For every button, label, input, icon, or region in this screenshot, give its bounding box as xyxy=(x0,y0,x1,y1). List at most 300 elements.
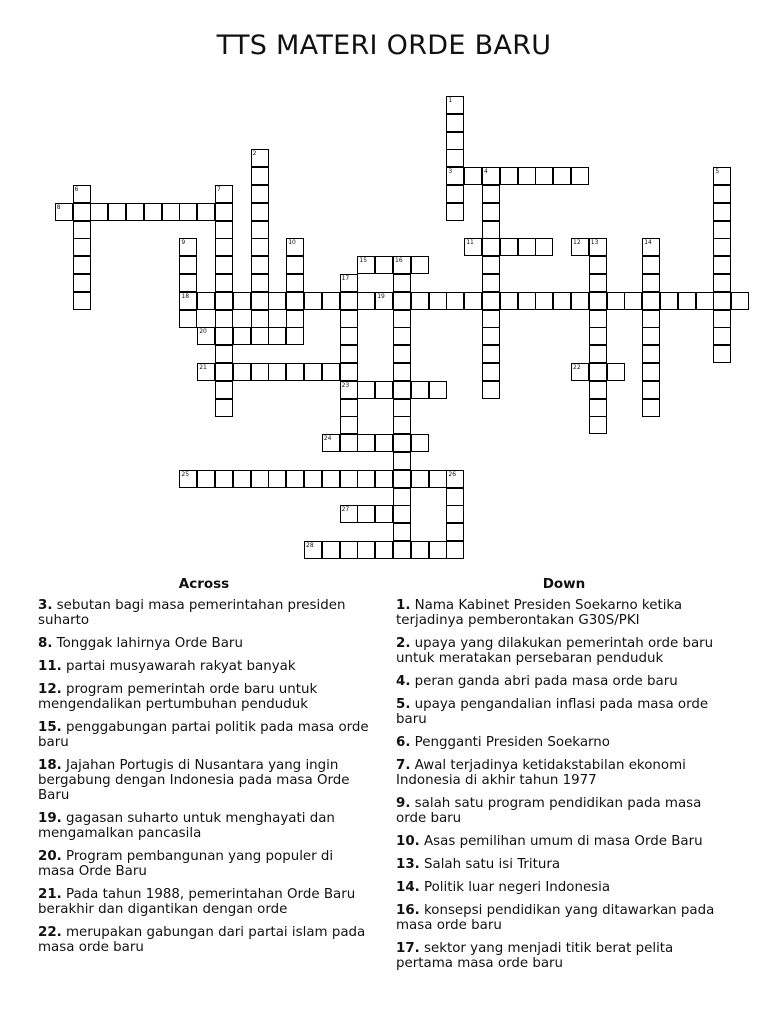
crossword-cell[interactable] xyxy=(393,416,411,434)
crossword-cell[interactable] xyxy=(446,185,464,203)
crossword-cell[interactable] xyxy=(678,292,696,310)
cell-number: 9 xyxy=(181,239,186,247)
crossword-cell[interactable] xyxy=(411,292,429,310)
crossword-cell[interactable] xyxy=(713,238,731,256)
across-clue xyxy=(38,887,370,917)
across-clue xyxy=(38,849,370,879)
crossword-cell[interactable] xyxy=(393,327,411,345)
crossword-cell[interactable] xyxy=(482,292,500,310)
clue-text: konsepsi pendidikan yang ditawarkan pada masa orde baru xyxy=(396,903,715,933)
crossword-cell[interactable] xyxy=(286,292,304,310)
crossword-cell[interactable] xyxy=(731,292,749,310)
crossword-cell[interactable] xyxy=(482,345,500,363)
crossword-cell[interactable] xyxy=(340,292,358,310)
crossword-cell[interactable] xyxy=(90,203,108,221)
cell-number: 24 xyxy=(323,435,332,443)
down-clue xyxy=(396,903,732,933)
clue-text: partai musyawarah rakyat banyak xyxy=(61,659,296,674)
crossword-cell[interactable] xyxy=(446,132,464,150)
clue-number: 18. xyxy=(38,758,62,773)
crossword-cell[interactable] xyxy=(624,292,642,310)
crossword-cell[interactable] xyxy=(340,381,358,399)
crossword-cell[interactable] xyxy=(73,292,91,310)
crossword-cell[interactable] xyxy=(357,505,375,523)
crossword-cell[interactable] xyxy=(251,470,269,488)
clue-number: 17. xyxy=(396,941,420,956)
clue-text: upaya yang dilakukan pemerintah orde baru untuk meratakan persebaran penduduk xyxy=(396,636,714,666)
crossword-cell[interactable] xyxy=(411,434,429,452)
crossword-cell[interactable] xyxy=(357,381,375,399)
crossword-cell[interactable] xyxy=(713,345,731,363)
crossword-cell[interactable] xyxy=(535,292,553,310)
crossword-cell[interactable] xyxy=(393,363,411,381)
across-clue xyxy=(38,925,370,955)
across-clue xyxy=(38,720,370,750)
crossword-cell[interactable] xyxy=(179,274,197,292)
crossword-cell[interactable] xyxy=(304,363,322,381)
crossword-cell[interactable] xyxy=(446,167,464,185)
crossword-cell[interactable] xyxy=(357,541,375,559)
clue-number: 19. xyxy=(38,811,62,826)
crossword-cell[interactable] xyxy=(642,381,660,399)
crossword-cell[interactable] xyxy=(179,470,197,488)
crossword-cell[interactable] xyxy=(215,274,233,292)
crossword-cell[interactable] xyxy=(518,167,536,185)
down-clue xyxy=(396,735,732,750)
crossword-cell[interactable] xyxy=(393,434,411,452)
crossword-cell[interactable] xyxy=(215,363,233,381)
crossword-cell[interactable] xyxy=(251,256,269,274)
crossword-cell[interactable] xyxy=(571,292,589,310)
cell-number: 13 xyxy=(590,239,599,247)
crossword-cell[interactable] xyxy=(500,167,518,185)
crossword-cell[interactable] xyxy=(197,327,215,345)
down-clue xyxy=(396,834,732,849)
crossword-cell[interactable] xyxy=(713,327,731,345)
crossword-cell[interactable] xyxy=(482,274,500,292)
crossword-cell[interactable] xyxy=(660,292,678,310)
crossword-cell[interactable] xyxy=(357,256,375,274)
crossword-cell[interactable] xyxy=(286,256,304,274)
crossword-cell[interactable] xyxy=(429,381,447,399)
cell-number: 28 xyxy=(306,542,314,549)
crossword-cell[interactable] xyxy=(429,292,447,310)
crossword-cell[interactable] xyxy=(713,203,731,221)
crossword-cell[interactable] xyxy=(393,488,411,506)
crossword-cell[interactable] xyxy=(322,541,340,559)
crossword-cell[interactable] xyxy=(518,292,536,310)
crossword-cell[interactable] xyxy=(215,256,233,274)
down-clue xyxy=(396,796,732,826)
crossword-cell[interactable] xyxy=(446,96,464,114)
crossword-cell[interactable] xyxy=(589,292,607,310)
crossword-cell[interactable] xyxy=(340,416,358,434)
crossword-cell[interactable] xyxy=(126,203,144,221)
crossword-cell[interactable] xyxy=(446,114,464,132)
crossword-cell[interactable] xyxy=(446,203,464,221)
clue-text: sektor yang menjadi titik berat pelita pertama masa orde baru xyxy=(396,941,674,971)
crossword-cell[interactable] xyxy=(713,274,731,292)
crossword-cell[interactable] xyxy=(215,292,233,310)
clue-number: 6. xyxy=(396,735,411,750)
crossword-cell[interactable] xyxy=(500,238,518,256)
crossword-cell[interactable] xyxy=(340,541,358,559)
crossword-cell[interactable] xyxy=(411,541,429,559)
cell-number: 27 xyxy=(341,506,350,514)
crossword-cell[interactable] xyxy=(215,203,233,221)
crossword-cell[interactable] xyxy=(535,238,553,256)
crossword-cell[interactable] xyxy=(393,523,411,541)
crossword-cell[interactable] xyxy=(322,292,340,310)
crossword-cell[interactable] xyxy=(215,327,233,345)
crossword-cell[interactable] xyxy=(357,292,375,310)
clue-text: penggabungan partai politik pada masa orde baru xyxy=(38,720,369,750)
crossword-cell[interactable] xyxy=(589,416,607,434)
cell-number: 16 xyxy=(395,257,403,265)
crossword-cell[interactable] xyxy=(482,167,500,185)
clue-number: 5. xyxy=(396,697,411,712)
crossword-cell[interactable] xyxy=(589,274,607,292)
crossword-cell[interactable] xyxy=(144,203,162,221)
crossword-cell[interactable] xyxy=(233,470,251,488)
crossword-cell[interactable] xyxy=(393,452,411,470)
crossword-cell[interactable] xyxy=(642,292,660,310)
crossword-cell[interactable] xyxy=(286,470,304,488)
crossword-cell[interactable] xyxy=(55,203,73,221)
crossword-cell[interactable] xyxy=(429,470,447,488)
clue-number: 14. xyxy=(396,880,420,895)
crossword-cell[interactable] xyxy=(340,505,358,523)
crossword-cell[interactable] xyxy=(589,238,607,256)
crossword-cell[interactable] xyxy=(251,167,269,185)
crossword-cell[interactable] xyxy=(713,167,731,185)
crossword-cell[interactable] xyxy=(251,310,269,328)
clue-text: Program pembangunan yang populer di masa Orde Baru xyxy=(38,849,334,879)
cell-number: 6 xyxy=(74,186,79,193)
crossword-cell[interactable] xyxy=(393,345,411,363)
crossword-cell[interactable] xyxy=(233,363,251,381)
clue-number: 13. xyxy=(396,857,420,872)
crossword-cell[interactable] xyxy=(429,541,447,559)
cell-number: 12 xyxy=(573,239,581,247)
clue-text: Nama Kabinet Presiden Soekarno ketika terjadinya pemberontakan G30S/PKI xyxy=(396,598,683,628)
clue-text: Pengganti Presiden Soekarno xyxy=(410,735,610,750)
crossword-cell[interactable] xyxy=(393,292,411,310)
clue-text: merupakan gabungan dari partai islam pada masa orde baru xyxy=(38,925,366,955)
page-title: TTS MATERI ORDE BARU xyxy=(216,30,552,61)
clue-text: sebutan bagi masa pemerintahan presiden suharto xyxy=(38,598,346,628)
across-clue xyxy=(38,682,370,712)
crossword-cell[interactable] xyxy=(215,185,233,203)
clue-number: 1. xyxy=(396,598,411,613)
crossword-cell[interactable] xyxy=(393,399,411,417)
crossword-cell[interactable] xyxy=(215,345,233,363)
crossword-cell[interactable] xyxy=(304,470,322,488)
crossword-cell[interactable] xyxy=(340,345,358,363)
crossword-cell[interactable] xyxy=(179,203,197,221)
crossword-cell[interactable] xyxy=(713,185,731,203)
crossword-cell[interactable] xyxy=(251,292,269,310)
clue-number: 7. xyxy=(396,758,411,773)
crossword-cell[interactable] xyxy=(215,238,233,256)
crossword-cell[interactable] xyxy=(553,292,571,310)
crossword-cell[interactable] xyxy=(464,167,482,185)
crossword-cell[interactable] xyxy=(251,327,269,345)
clue-text: Asas pemilihan umum di masa Orde Baru xyxy=(419,834,703,849)
cell-number: 25 xyxy=(181,470,190,478)
cell-number: 10 xyxy=(288,239,296,247)
crossword-cell[interactable] xyxy=(553,167,571,185)
crossword-cell[interactable] xyxy=(286,363,304,381)
clue-text: peran ganda abri pada masa orde baru xyxy=(410,674,678,689)
crossword-cell[interactable] xyxy=(393,381,411,399)
cell-number: 4 xyxy=(484,168,488,176)
crossword-cell[interactable] xyxy=(446,149,464,167)
crossword-cell[interactable] xyxy=(393,470,411,488)
crossword-cell[interactable] xyxy=(286,327,304,345)
crossword-cell[interactable] xyxy=(607,363,625,381)
crossword-cell[interactable] xyxy=(375,256,393,274)
crossword-cell[interactable] xyxy=(340,310,358,328)
down-clue xyxy=(396,697,732,727)
down-heading: Down xyxy=(542,576,586,592)
crossword-cell[interactable] xyxy=(464,292,482,310)
cell-number: 3 xyxy=(448,168,453,176)
crossword-cell[interactable] xyxy=(179,238,197,256)
crossword-cell[interactable] xyxy=(268,292,286,310)
crossword-cell[interactable] xyxy=(215,221,233,239)
crossword-cell[interactable] xyxy=(482,381,500,399)
crossword-cell[interactable] xyxy=(446,488,464,506)
clue-number: 3. xyxy=(38,598,53,613)
crossword-cell[interactable] xyxy=(446,470,464,488)
crossword-cell[interactable] xyxy=(642,256,660,274)
crossword-cell[interactable] xyxy=(411,470,429,488)
crossword-cell[interactable] xyxy=(322,434,340,452)
crossword-cell[interactable] xyxy=(446,523,464,541)
crossword-cell[interactable] xyxy=(464,238,482,256)
crossword-cell[interactable] xyxy=(268,363,286,381)
clue-text: Awal terjadinya ketidakstabilan ekonomi Indonesia di akhir tahun 1977 xyxy=(396,758,686,788)
crossword-cell[interactable] xyxy=(340,274,358,292)
clue-number: 20. xyxy=(38,849,62,864)
cell-number: 22 xyxy=(573,364,581,371)
crossword-cell[interactable] xyxy=(482,238,500,256)
crossword-cell[interactable] xyxy=(607,292,625,310)
crossword-cell[interactable] xyxy=(304,541,322,559)
cell-number: 5 xyxy=(715,168,720,176)
crossword-cell[interactable] xyxy=(642,327,660,345)
crossword-cell[interactable] xyxy=(268,327,286,345)
across-clue xyxy=(38,758,370,803)
crossword-cell[interactable] xyxy=(251,274,269,292)
crossword-cell[interactable] xyxy=(535,167,553,185)
crossword-cell[interactable] xyxy=(357,434,375,452)
crossword-cell[interactable] xyxy=(179,310,197,328)
crossword-cell[interactable] xyxy=(393,256,411,274)
crossword-cell[interactable] xyxy=(73,256,91,274)
cell-number: 20 xyxy=(199,328,207,336)
crossword-cell[interactable] xyxy=(571,167,589,185)
crossword-cell[interactable] xyxy=(500,292,518,310)
cell-number: 26 xyxy=(448,470,457,478)
crossword-cell[interactable] xyxy=(642,363,660,381)
crossword-cell[interactable] xyxy=(589,363,607,381)
crossword-cell[interactable] xyxy=(375,470,393,488)
cell-number: 21 xyxy=(199,364,207,371)
clue-number: 21. xyxy=(38,887,62,902)
crossword-cell[interactable] xyxy=(642,238,660,256)
across-clue xyxy=(38,636,370,651)
crossword-cell[interactable] xyxy=(642,310,660,328)
down-clue xyxy=(396,598,732,628)
crossword-cell[interactable] xyxy=(482,327,500,345)
clue-text: salah satu program pendidikan pada masa orde baru xyxy=(396,796,702,826)
crossword-cell[interactable] xyxy=(411,381,429,399)
crossword-cell[interactable] xyxy=(713,256,731,274)
cell-number: 2 xyxy=(252,150,257,158)
down-clue xyxy=(396,758,732,788)
crossword-cell[interactable] xyxy=(197,292,215,310)
crossword-cell[interactable] xyxy=(179,292,197,310)
down-clue xyxy=(396,674,732,689)
crossword-cell[interactable] xyxy=(179,256,197,274)
across-clues xyxy=(38,576,370,963)
crossword-cell[interactable] xyxy=(375,541,393,559)
crossword-cell[interactable] xyxy=(251,149,269,167)
crossword-cell[interactable] xyxy=(393,541,411,559)
crossword-cell[interactable] xyxy=(73,203,91,221)
clue-number: 12. xyxy=(38,682,62,697)
crossword-cell[interactable] xyxy=(268,470,286,488)
down-clue xyxy=(396,941,732,971)
crossword-cell[interactable] xyxy=(233,292,251,310)
crossword-cell[interactable] xyxy=(197,470,215,488)
crossword-cell[interactable] xyxy=(589,381,607,399)
crossword-cell[interactable] xyxy=(73,185,91,203)
crossword-cell[interactable] xyxy=(589,345,607,363)
crossword-cell[interactable] xyxy=(162,203,180,221)
crossword-cell[interactable] xyxy=(375,505,393,523)
clue-text: gagasan suharto untuk menghayati dan mengamalkan pancasila xyxy=(38,811,335,841)
crossword-cell[interactable] xyxy=(340,434,358,452)
crossword-cell[interactable] xyxy=(642,345,660,363)
crossword-cell[interactable] xyxy=(108,203,126,221)
crossword-cell[interactable] xyxy=(411,256,429,274)
crossword-cell[interactable] xyxy=(197,363,215,381)
crossword-cell[interactable] xyxy=(482,363,500,381)
crossword-cell[interactable] xyxy=(251,221,269,239)
crossword-cell[interactable] xyxy=(197,203,215,221)
crossword-cell[interactable] xyxy=(251,238,269,256)
crossword-cell[interactable] xyxy=(696,292,714,310)
crossword-cell[interactable] xyxy=(73,274,91,292)
crossword-cell[interactable] xyxy=(286,238,304,256)
cell-number: 18 xyxy=(181,292,190,300)
cell-number: 1 xyxy=(448,97,453,104)
clue-text: Jajahan Portugis di Nusantara yang ingin bergabung dengan Indonesia pada masa Orde Baru xyxy=(38,758,350,803)
crossword-cell[interactable] xyxy=(340,470,358,488)
crossword-cell[interactable] xyxy=(482,221,500,239)
crossword-cell[interactable] xyxy=(642,274,660,292)
down-clue xyxy=(396,636,732,666)
crossword-cell[interactable] xyxy=(340,327,358,345)
clue-text: Salah satu isi Tritura xyxy=(419,857,561,872)
down-clue xyxy=(396,880,732,895)
crossword-cell[interactable] xyxy=(322,470,340,488)
down-clues xyxy=(396,576,732,979)
crossword-cell[interactable] xyxy=(215,470,233,488)
crossword-cell[interactable] xyxy=(375,434,393,452)
crossword-cell[interactable] xyxy=(571,238,589,256)
across-heading: Across xyxy=(178,576,230,592)
crossword-cell[interactable] xyxy=(73,221,91,239)
crossword-cell[interactable] xyxy=(286,310,304,328)
crossword-cell[interactable] xyxy=(251,203,269,221)
crossword-cell[interactable] xyxy=(322,363,340,381)
crossword-cell[interactable] xyxy=(713,310,731,328)
crossword-cell[interactable] xyxy=(589,327,607,345)
clue-text: upaya pengandalian inflasi pada masa orde baru xyxy=(396,697,709,727)
crossword-cell[interactable] xyxy=(713,221,731,239)
crossword-cell[interactable] xyxy=(215,310,233,328)
crossword-cell[interactable] xyxy=(713,292,731,310)
cell-number: 17 xyxy=(341,275,350,282)
crossword-cell[interactable] xyxy=(482,310,500,328)
crossword-cell[interactable] xyxy=(357,470,375,488)
clue-number: 2. xyxy=(396,636,411,651)
crossword-cell[interactable] xyxy=(73,238,91,256)
crossword-cell[interactable] xyxy=(482,185,500,203)
across-clue xyxy=(38,659,370,674)
across-clue xyxy=(38,811,370,841)
crossword-cell[interactable] xyxy=(589,310,607,328)
crossword-cell[interactable] xyxy=(446,292,464,310)
crossword-cell[interactable] xyxy=(589,256,607,274)
crossword-cell[interactable] xyxy=(446,505,464,523)
crossword-cell[interactable] xyxy=(518,238,536,256)
crossword-cell[interactable] xyxy=(375,381,393,399)
clue-text: Politik luar negeri Indonesia xyxy=(419,880,611,895)
crossword-cell[interactable] xyxy=(215,381,233,399)
crossword-cell[interactable] xyxy=(375,292,393,310)
crossword-cell[interactable] xyxy=(393,274,411,292)
crossword-cell[interactable] xyxy=(286,274,304,292)
crossword-cell[interactable] xyxy=(482,203,500,221)
cell-number: 11 xyxy=(466,239,474,247)
crossword-cell[interactable] xyxy=(251,185,269,203)
crossword-cell[interactable] xyxy=(642,399,660,417)
crossword-cell[interactable] xyxy=(589,399,607,417)
crossword-cell[interactable] xyxy=(446,541,464,559)
crossword-cell[interactable] xyxy=(304,292,322,310)
crossword-cell[interactable] xyxy=(393,505,411,523)
clue-number: 8. xyxy=(38,636,53,651)
crossword-cell[interactable] xyxy=(393,310,411,328)
cell-number: 15 xyxy=(359,257,368,265)
crossword-cell[interactable] xyxy=(340,363,358,381)
crossword-cell[interactable] xyxy=(482,256,500,274)
crossword-cell[interactable] xyxy=(340,399,358,417)
clue-number: 16. xyxy=(396,903,420,918)
crossword-cell[interactable] xyxy=(571,363,589,381)
cell-number: 8 xyxy=(56,203,61,211)
crossword-cell[interactable] xyxy=(233,327,251,345)
cell-number: 14 xyxy=(644,239,652,247)
crossword-cell[interactable] xyxy=(215,399,233,417)
crossword-cell[interactable] xyxy=(251,363,269,381)
clue-number: 22. xyxy=(38,925,62,940)
